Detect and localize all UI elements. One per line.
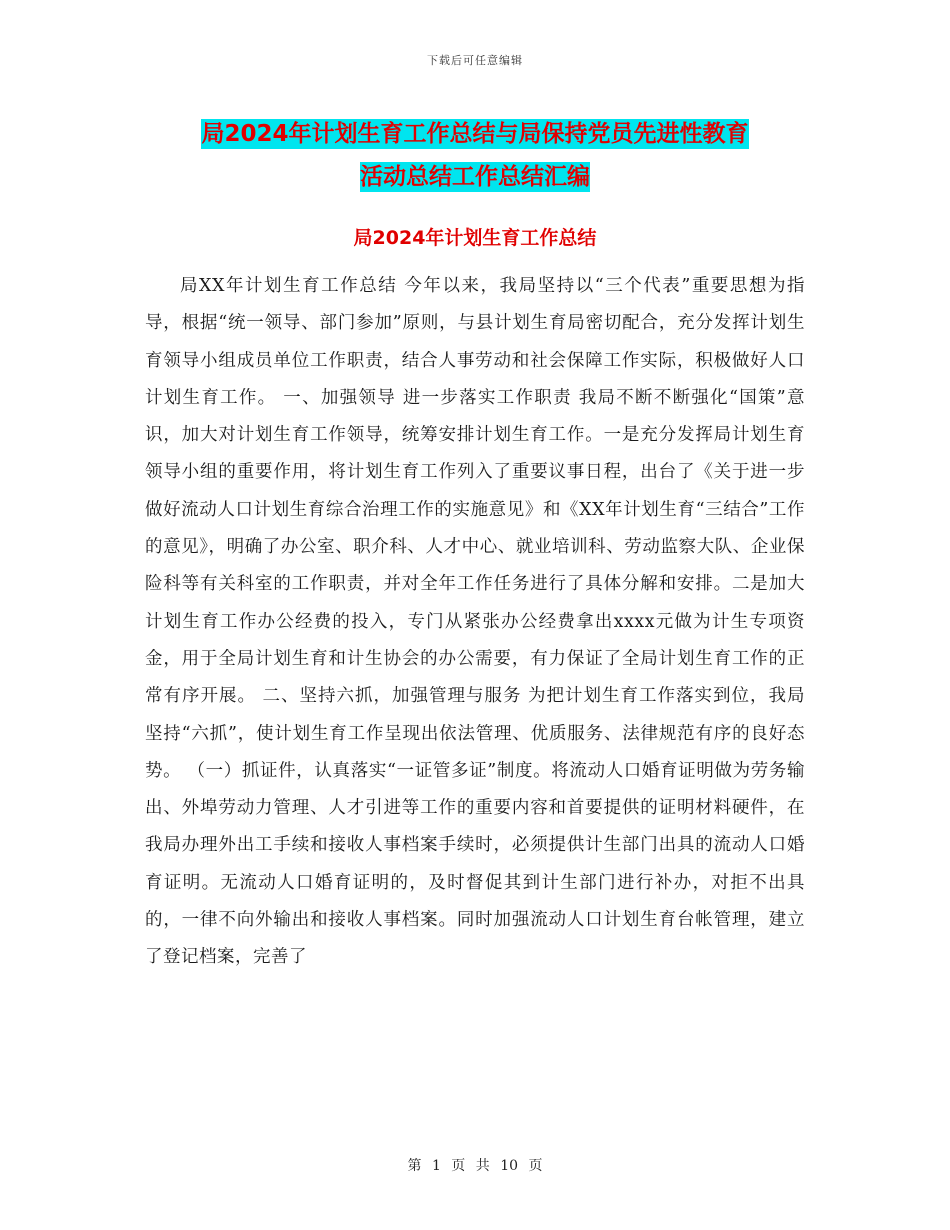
title-line-2-text: 活动总结工作总结汇编 [360, 164, 590, 190]
body-paragraph: 局XX年计划生育工作总结 今年以来，我局坚持以“三个代表”重要思想为指导，根据“统一领导、部门参加”原则，与县计划生育局密切配合，充分发挥计划生育领导小组成员单位工作职责，结合人事劳动和社会保障工作实际，积极做好人口计划生育工作。 一、加强领导 进一步落实工作职责 我局不断不断强化“国策”意识，加大对计划生育工作领导，统筹安排计划生育工作。一是充分发挥局计划生育领导小组的重要作用，将计划生育工作列入了重要议事日程，出台了《关于进一步做好流动人口计划生育综合治理工作的实施意见》和《XX年计划生育“三结合”工作的意见》，明确了办公室、职介科、人才中心、就业培训科、劳动监察大队、企业保险科等有关科室的工作职责，并对全年工作任务进行了具体分解和安排。二是加大计划生育工作办公经费的投入，专门从紧张办公经费拿出xxxx元做为计生专项资金，用于全局计划生育和计生协会的办公需要，有力保证了全局计划生育工作的正常有序开展。 二、坚持六抓，加强管理与服务 为把计划生育工作落实到位，我局坚持“六抓”，使计划生育工作呈现出依法管理、优质服务、法律规范有序的良好态势。 （一）抓证件，认真落实“一证管多证”制度。将流动人口婚育证明做为劳务输出、外埠劳动力管理、人才引进等工作的重要内容和首要提供的证明材料硬件，在我局办理外出工手续和接收人事档案手续时，必须提供计生部门出具的流动人口婚育证明。无流动人口婚育证明的，及时督促其到计生部门进行补办，对拒不出具的，一律不向外输出和接收人事档案。同时加强流动人口计划生育台帐管理，建立了登记档案，完善了 [145, 276, 805, 968]
header-note: 下载后可任意编辑 [427, 54, 523, 67]
section-title: 局2024年计划生育工作总结 [353, 227, 597, 249]
document-title-line-1 [0, 115, 950, 148]
document-title-line-2 [0, 158, 950, 191]
page-footer: 第 1 页 共 10 页 [407, 1158, 543, 1174]
title-line-1-text: 局2024年计划生育工作总结与局保持党员先进性教育 [201, 121, 749, 147]
